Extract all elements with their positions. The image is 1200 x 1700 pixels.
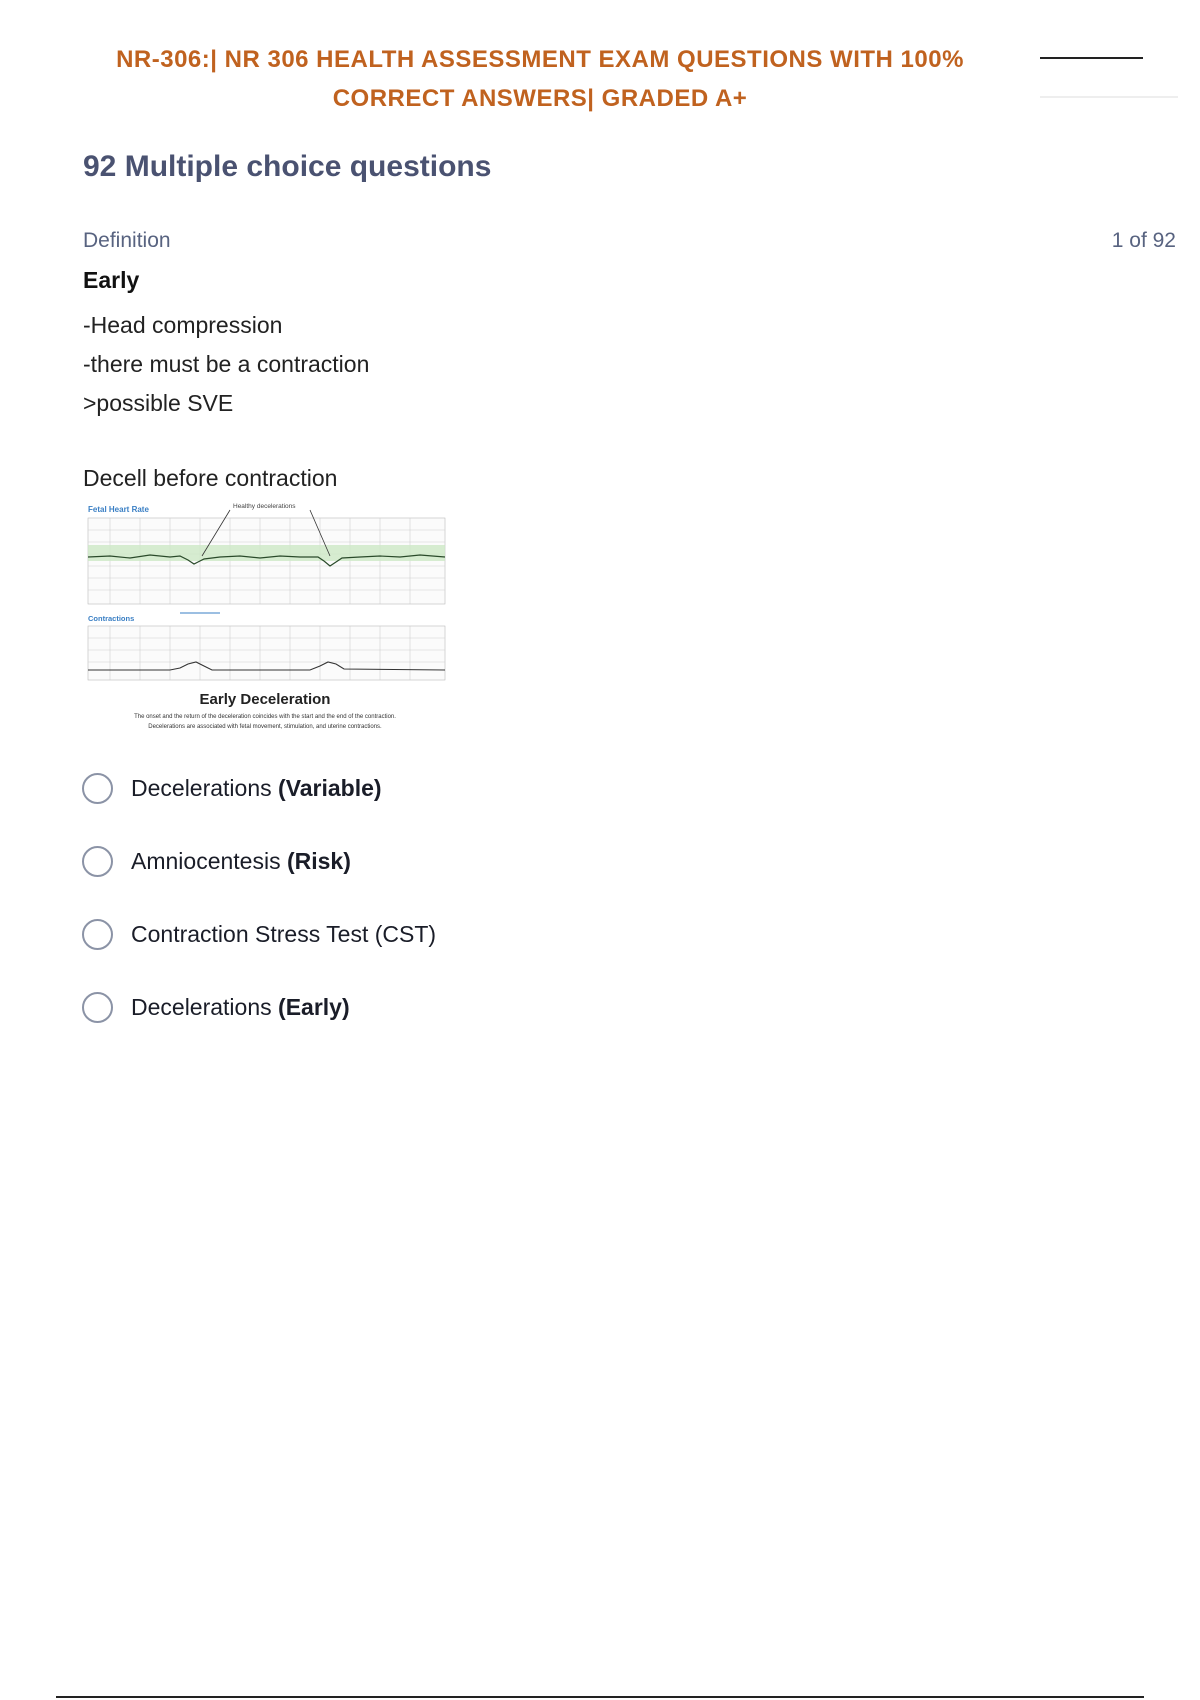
answer-option[interactable] xyxy=(82,841,436,881)
footer-rule xyxy=(56,1696,1144,1698)
definition-line: -there must be a contraction xyxy=(83,351,370,377)
definition-lines xyxy=(83,306,369,423)
contractions-label: Contractions xyxy=(88,614,135,623)
fhr-label: Fetal Heart Rate xyxy=(88,505,149,514)
definition-extra-line: Decell before contraction xyxy=(83,465,338,491)
figure-caption: Early Deceleration xyxy=(199,691,331,708)
uterine-activity-grid xyxy=(88,626,445,680)
radio-button[interactable] xyxy=(82,919,113,950)
answer-option-label: Contraction Stress Test (CST) xyxy=(131,920,437,947)
answer-option-label: Amniocentesis (Risk) xyxy=(131,847,351,874)
answer-option-label: Decelerations (Early) xyxy=(131,993,350,1020)
radio-button[interactable] xyxy=(82,846,113,877)
definition-line: >possible SVE xyxy=(83,390,234,416)
figure-description: Decelerations are associated with fetal movement, stimulation, and uterine contractions. xyxy=(148,724,382,730)
answer-option[interactable] xyxy=(82,914,436,954)
answer-options xyxy=(82,768,436,1060)
question-counter: 1 of 92 xyxy=(1111,229,1176,252)
annotation-label: Healthy decelerations xyxy=(233,503,296,510)
header-title-line-1: NR-306:| NR 306 HEALTH ASSESSMENT EXAM QUESTIONS WITH 100% xyxy=(116,46,964,73)
header-rule xyxy=(1040,57,1143,59)
radio-button[interactable] xyxy=(82,773,113,804)
definition-term: Early xyxy=(83,267,140,293)
definition-line: -Head compression xyxy=(83,312,283,338)
answer-option[interactable] xyxy=(82,768,436,808)
answer-option-label: Decelerations (Variable) xyxy=(131,774,382,801)
document-header xyxy=(50,40,1030,118)
ctg-strip-image xyxy=(80,500,450,740)
figure-description: The onset and the return of the deceleration coincides with the start and the end of the contraction. xyxy=(134,714,396,720)
radio-button[interactable] xyxy=(82,992,113,1023)
header-rule-faint xyxy=(1040,96,1178,98)
set-title: 92 Multiple choice questions xyxy=(83,150,492,183)
header-title-line-2: CORRECT ANSWERS| GRADED A+ xyxy=(332,85,748,112)
answer-option[interactable] xyxy=(82,987,436,1027)
normal-fhr-band xyxy=(88,545,445,561)
early-deceleration-figure xyxy=(80,500,450,740)
question-type-label: Definition xyxy=(83,229,171,252)
